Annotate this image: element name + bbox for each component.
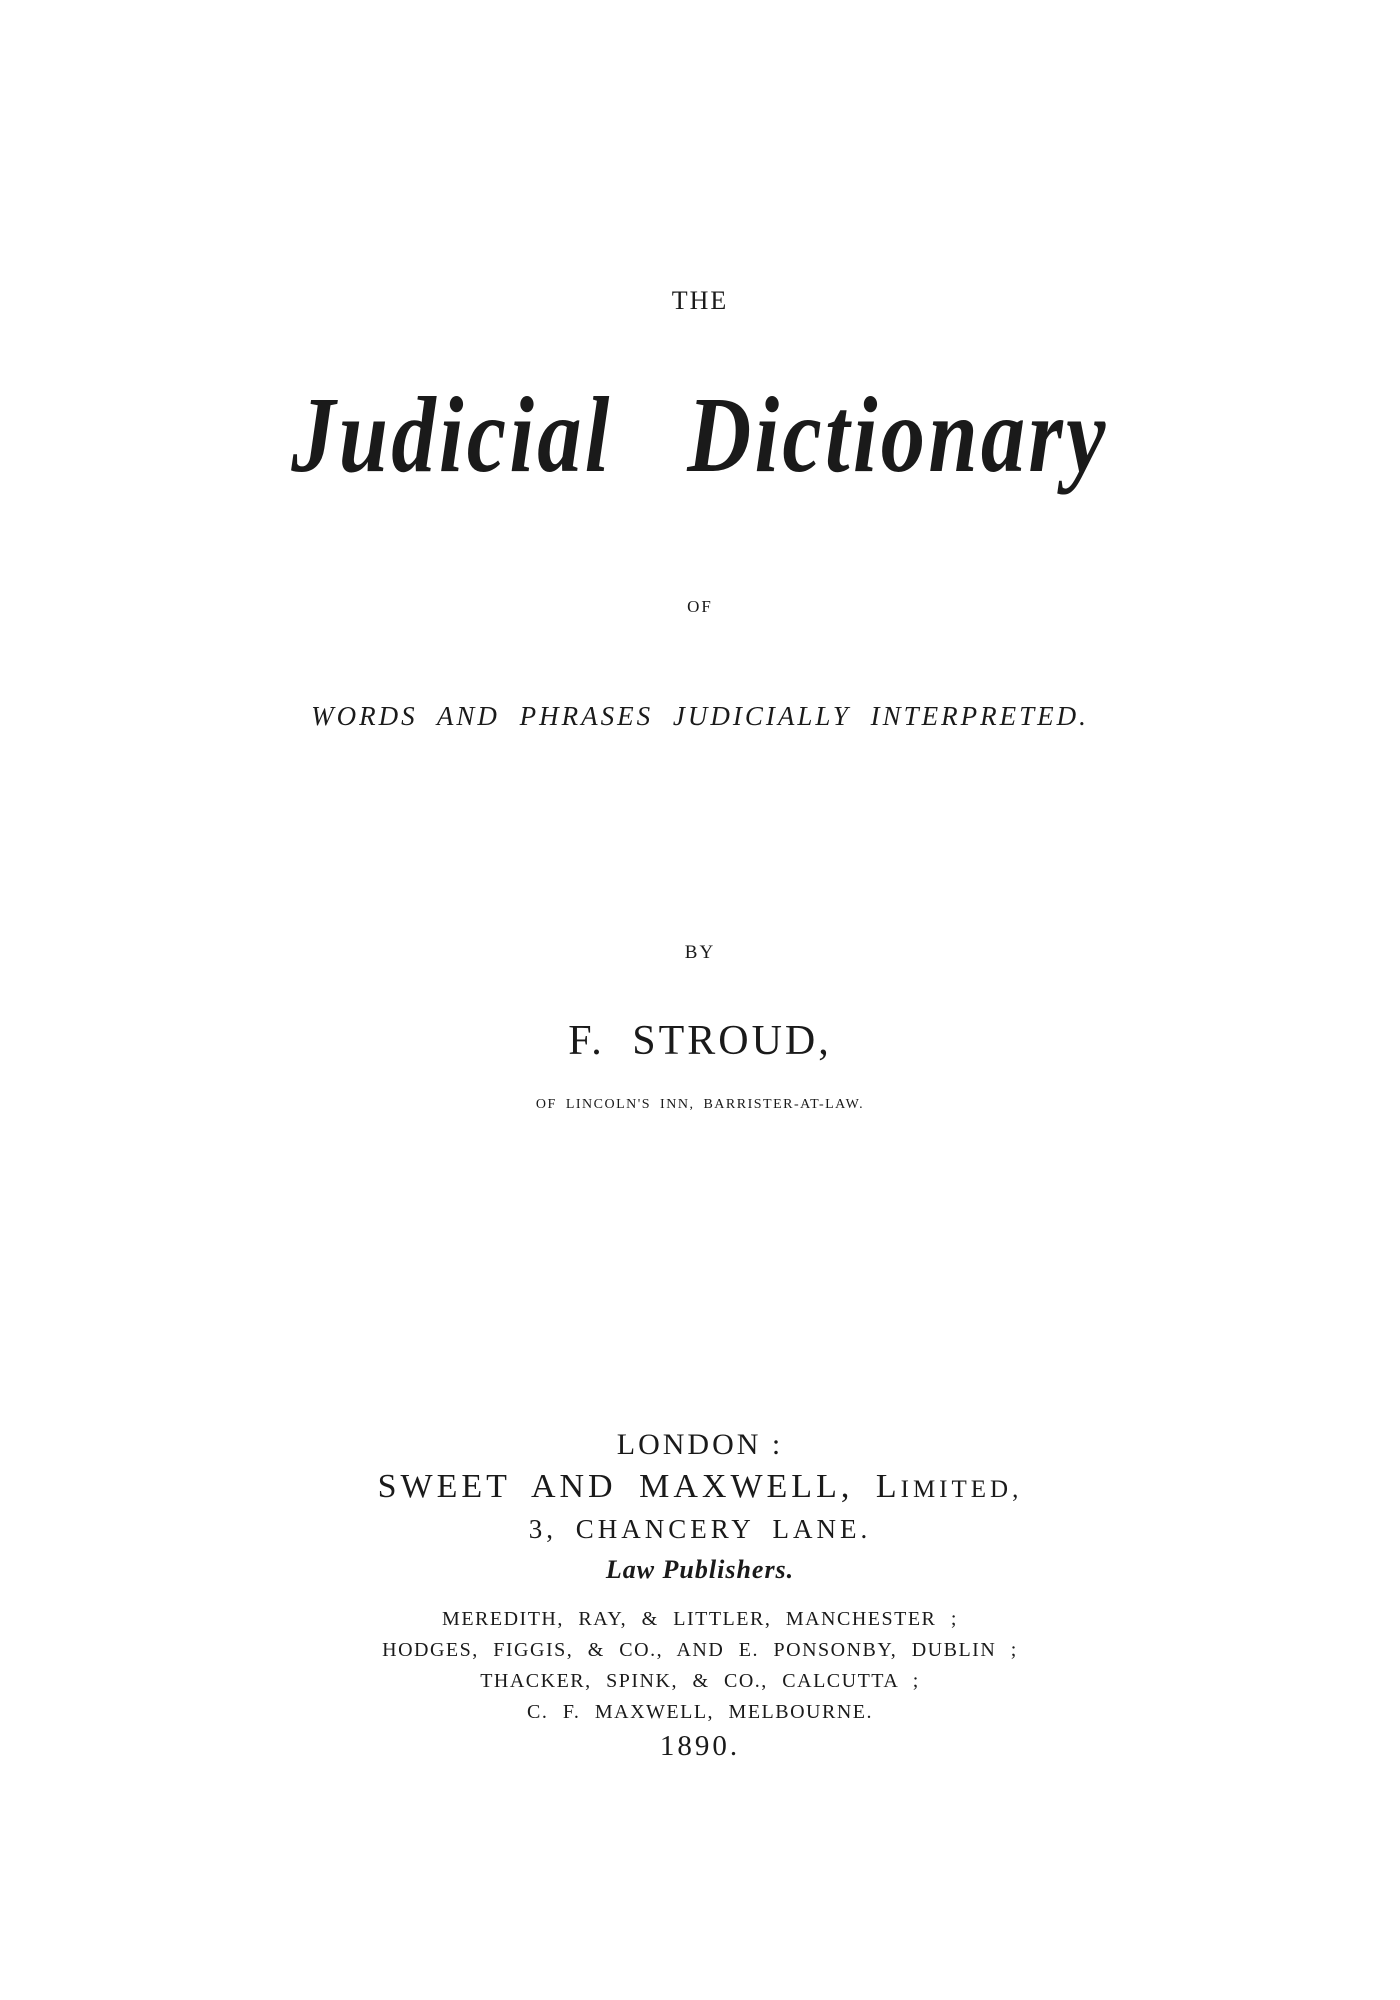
title-article: THE [671, 286, 729, 315]
publication-place: LONDON : [616, 1428, 784, 1461]
by-label: BY [684, 942, 716, 963]
agent-line: HODGES, FIGGIS, & CO., AND E. PONSONBY, DUBLIN ; [382, 1639, 1018, 1661]
publication-year: 1890. [659, 1730, 741, 1762]
publisher-name-text: SWEET AND MAXWELL, [377, 1468, 876, 1505]
limited-rest: IMITED, [900, 1476, 1023, 1503]
agent-line: C. F. MAXWELL, MELBOURNE. [526, 1701, 873, 1723]
law-publishers: Law Publishers. [605, 1555, 795, 1584]
book-title: Judicial Dictionary [291, 376, 1109, 495]
book-subtitle: WORDS AND PHRASES JUDICIALLY INTERPRETED. [311, 701, 1089, 731]
limited-initial: L [875, 1468, 901, 1505]
agent-line: THACKER, SPINK, & CO., CALCUTTA ; [480, 1670, 920, 1692]
publisher-address: 3, CHANCERY LANE. [528, 1514, 872, 1544]
title-preposition: OF [687, 597, 713, 616]
author-name: F. STROUD, [568, 1018, 832, 1064]
agent-line: MEREDITH, RAY, & LITTLER, MANCHESTER ; [442, 1608, 958, 1630]
agents-list [0, 1604, 1400, 1728]
author-affiliation: OF LINCOLN'S INN, BARRISTER-AT-LAW. [535, 1097, 865, 1112]
publisher-name [0, 1470, 1400, 1504]
